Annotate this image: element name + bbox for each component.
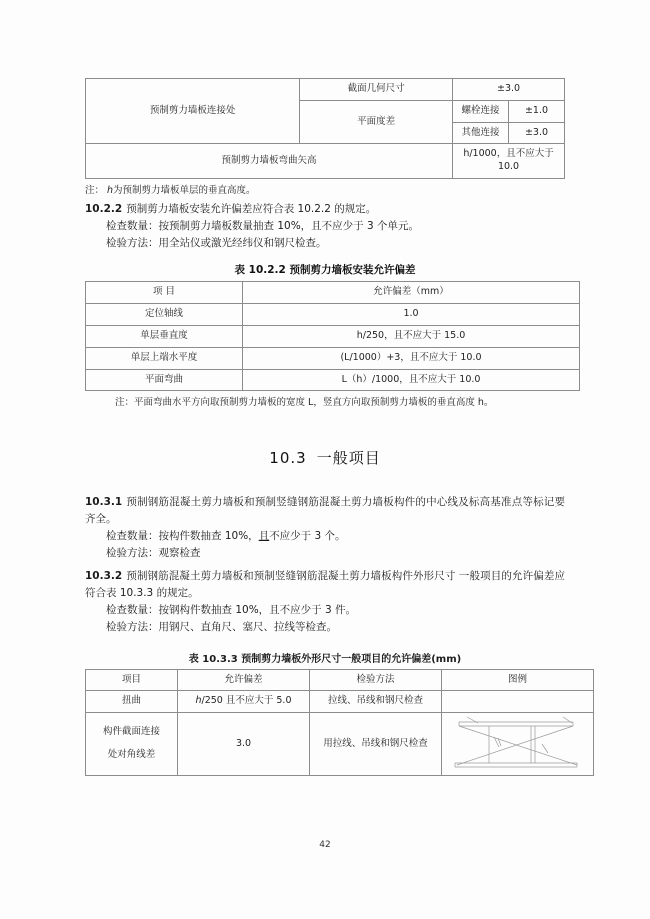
- cell-value: (L/1000）+3，且不应大于 10.0: [243, 347, 580, 369]
- page-number: 42: [319, 840, 331, 850]
- page-content: [85, 78, 565, 776]
- caption-text: 表 10.3.3 预制剪力墙板外形尺寸一般项目的允许偏差: [188, 653, 432, 665]
- section-title: 一般项目: [316, 448, 381, 467]
- header-figure: 图例: [442, 669, 594, 691]
- table-row: [86, 713, 594, 776]
- clause-10-3-1-method: 检验方法：观察检查: [106, 546, 201, 559]
- cell-item-line1: 构件截面连接: [102, 726, 160, 738]
- clause-10-3-2-method: 检验方法：用钢尺、直角尺、塞尺、拉线等检查。: [106, 620, 337, 633]
- clause-10-3-2-quantity: 检查数量：按钢构件数抽查 10%，且不应少于 3 件。: [106, 603, 357, 616]
- table-row: [86, 347, 580, 369]
- header-tolerance: 允许偏差: [178, 669, 310, 691]
- table-row: [86, 79, 565, 101]
- cell-group-label: 预制剪力墙板连接处: [86, 79, 300, 144]
- header-method: 检验方法: [310, 669, 442, 691]
- cell-bend-value: h/1000，且不应大于 10.0: [453, 144, 565, 179]
- cell-flatness-label: 平面度差: [300, 100, 453, 144]
- cell-item: 单层上端水平度: [86, 347, 243, 369]
- table-row: [86, 304, 580, 326]
- cell-item: 定位轴线: [86, 304, 243, 326]
- table-10-2-2: [85, 281, 580, 391]
- table-row: [86, 369, 580, 391]
- table-10-3-3-caption: [85, 650, 565, 665]
- diagonal-brace-diagram-icon: [442, 713, 593, 775]
- cell-value: h/250，且不应大于 15.0: [243, 325, 580, 347]
- cell-other-value: ±3.0: [509, 122, 565, 144]
- header-item: 项 目: [86, 282, 243, 304]
- clause-text: 预制钢筋混凝土剪力墙板和预制竖缝钢筋混凝土剪力墙板构件外形尺寸 一般项目的允许偏差应符合表 10.3.3 的规定。: [85, 569, 565, 599]
- note-label: 注：: [85, 185, 105, 197]
- cell-item-line2: 处对角线差: [107, 749, 156, 761]
- table-row: [86, 144, 565, 179]
- cell-item: [86, 713, 178, 776]
- cell-figure: [442, 713, 594, 776]
- cell-item: 扭曲: [86, 691, 178, 713]
- header-tolerance: 允许偏差（mm）: [243, 282, 580, 304]
- table-10-2-2-caption: 表 10.2.2 预制剪力墙板安装允许偏差: [234, 264, 416, 277]
- clause-10-3-2: [85, 568, 565, 602]
- tolerance-rest: /250 且不应大于 5.0: [201, 695, 292, 707]
- clause-10-2-2-method: 检验方法：用全站仪或激光经纬仪和钢尺检查。: [106, 237, 327, 250]
- clause-number: 10.2.2: [85, 203, 123, 216]
- clause-number: 10.3.2: [85, 569, 123, 582]
- clause-text: 预制剪力墙板安装允许偏差应符合表 10.2.2 的规定。: [126, 203, 377, 216]
- cell-tolerance: 3.0: [178, 713, 310, 776]
- cell-item: 平面弯曲: [86, 369, 243, 391]
- section-number: 10.3: [269, 448, 307, 467]
- cell-value: L（h）/1000，且不应大于 10.0: [243, 369, 580, 391]
- table-10-3-3: [85, 669, 594, 777]
- quantity-underlined: 且: [258, 529, 270, 542]
- table-row: [86, 325, 580, 347]
- cell-item: 单层垂直度: [86, 325, 243, 347]
- cell-method: 拉线、吊线和钢尺检查: [310, 691, 442, 713]
- table-row: [86, 691, 594, 713]
- clause-10-3-1-quantity: [85, 528, 565, 545]
- cell-bolt-label: 螺栓连接: [453, 100, 509, 122]
- cell-section-dim-label: 截面几何尺寸: [300, 79, 453, 101]
- quantity-suffix: 不应少于 3 个。: [269, 529, 346, 542]
- header-item: 项目: [86, 669, 178, 691]
- quantity-prefix: 检查数量：按构件数抽查 10%，: [106, 529, 259, 542]
- cell-value: 1.0: [243, 304, 580, 326]
- clause-number: 10.3.1: [85, 495, 123, 508]
- clause-10-2-2: [85, 201, 565, 218]
- cell-method: 用拉线、吊线和钢尺检查: [310, 713, 442, 776]
- caption-unit: (mm): [431, 653, 462, 665]
- cell-tolerance: [178, 691, 310, 713]
- cell-other-label: 其他连接: [453, 122, 509, 144]
- table-header-row: [86, 669, 594, 691]
- note-text: 为预制剪力墙板单层的垂直高度。: [113, 185, 256, 197]
- clause-10-3-1: [85, 494, 565, 528]
- cell-section-dim-value: ±3.0: [453, 79, 565, 101]
- cell-figure-empty: [442, 691, 594, 713]
- cell-bend-label: 预制剪力墙板弯曲矢高: [86, 144, 453, 179]
- cell-bolt-value: ±1.0: [509, 100, 565, 122]
- table-10-2-2-note: 注：平面弯曲水平方向取预制剪力墙板的宽度 L，竖直方向取预制剪力墙板的垂直高度 h。: [115, 397, 494, 409]
- table-connection-tolerances: [85, 78, 565, 179]
- table-header-row: [86, 282, 580, 304]
- section-heading-10-3: [85, 447, 565, 468]
- clause-text: 预制钢筋混凝土剪力墙板和预制竖缝钢筋混凝土剪力墙板构件的中心线及标高基准点等标记要齐全。: [85, 495, 565, 525]
- tolerance-symbol: h: [195, 695, 202, 707]
- clause-10-2-2-quantity: 检查数量：按预制剪力墙板数量抽查 10%，且不应少于 3 个单元。: [106, 220, 420, 233]
- note-symbol: h: [107, 185, 114, 197]
- table-note-1: [85, 184, 565, 198]
